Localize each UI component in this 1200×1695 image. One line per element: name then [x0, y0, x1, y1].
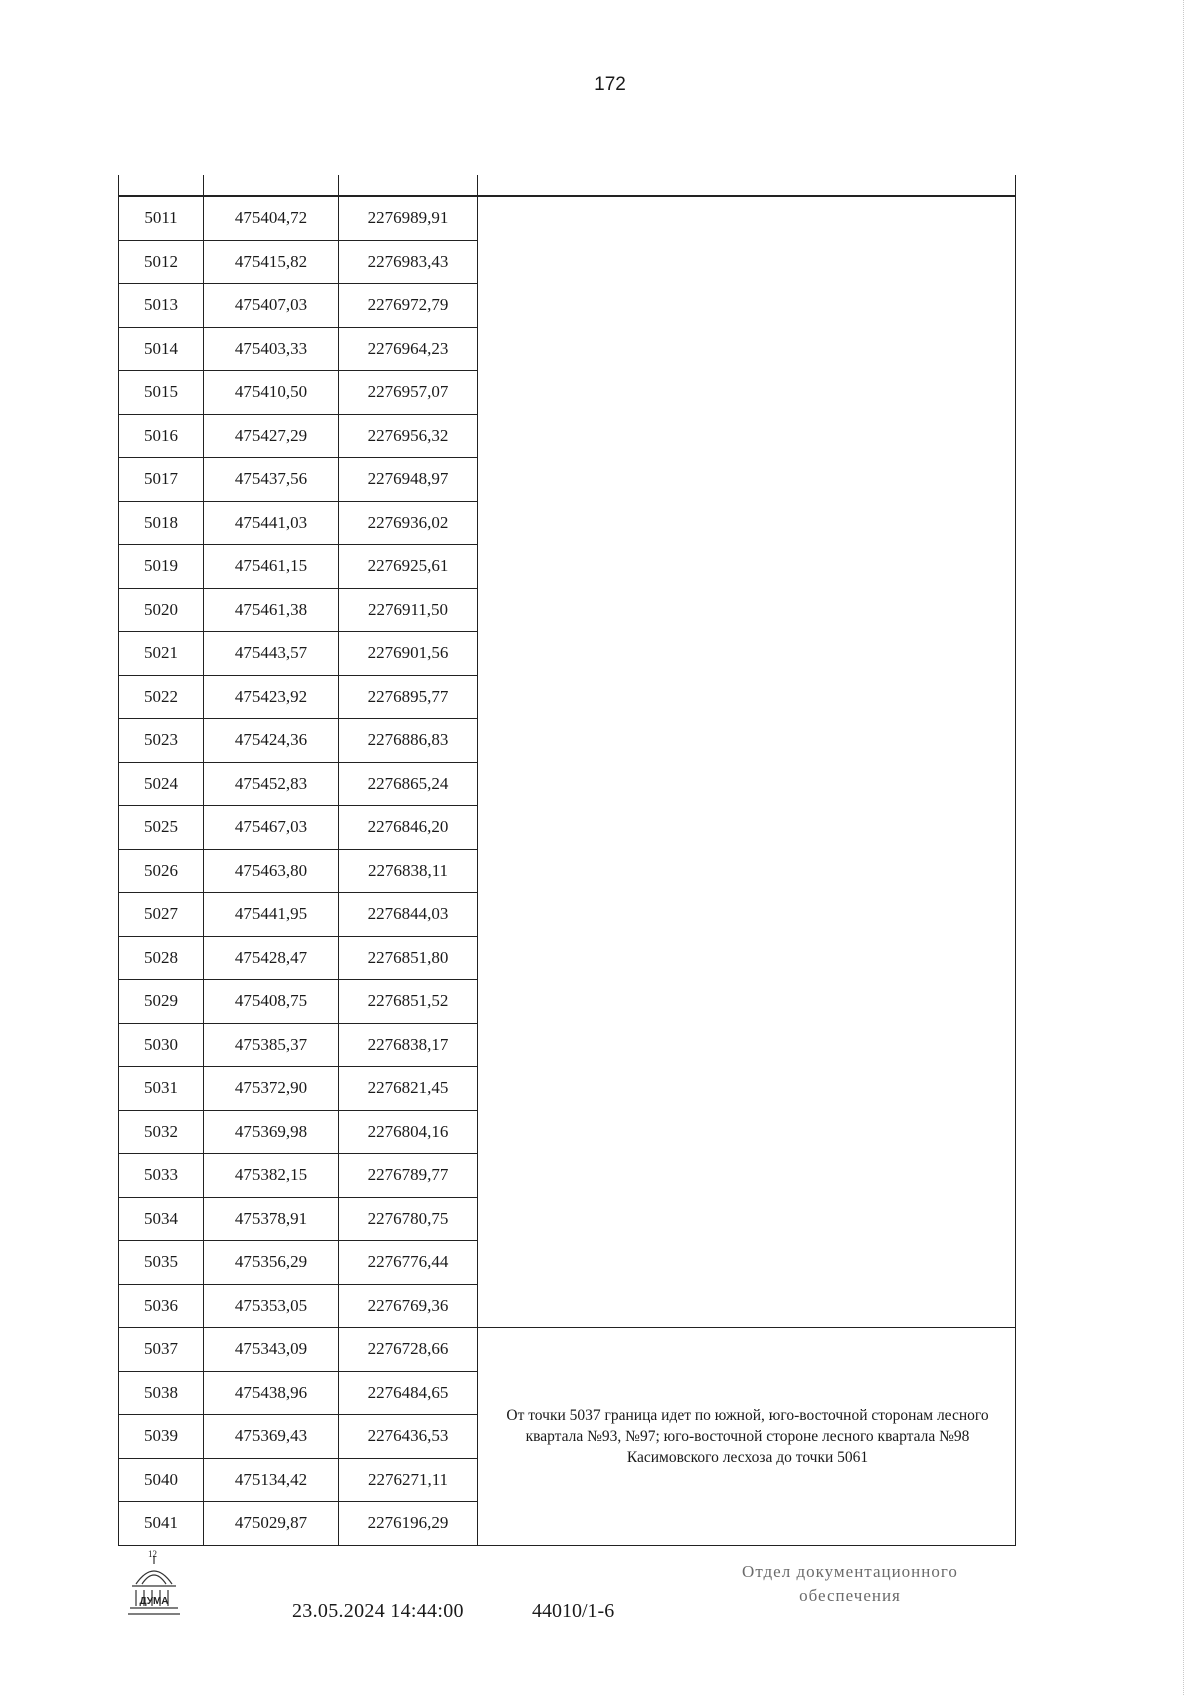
point-number-cell: 5018 [119, 501, 204, 545]
y-coordinate-cell: 2276886,83 [339, 719, 478, 763]
point-number-cell: 5023 [119, 719, 204, 763]
y-coordinate-cell: 2276956,32 [339, 414, 478, 458]
y-coordinate-cell: 2276972,79 [339, 284, 478, 328]
table-header-stub [118, 175, 1016, 196]
x-coordinate-cell: 475443,57 [204, 632, 339, 676]
table-row [119, 197, 1016, 241]
point-number-cell: 5027 [119, 893, 204, 937]
point-number-cell: 5036 [119, 1284, 204, 1328]
point-number-cell: 5041 [119, 1502, 204, 1546]
boundary-description: От точки 5037 граница идет по южной, юго-восточной сторонам лесного квартала №93, №97; юго-восточной стороне лесного квартала №98 Касимовского лесхоза до точки 5061 [478, 1328, 1016, 1546]
y-coordinate-cell: 2276983,43 [339, 240, 478, 284]
point-number-cell: 5034 [119, 1197, 204, 1241]
y-coordinate-cell: 2276821,45 [339, 1067, 478, 1111]
y-coordinate-cell: 2276957,07 [339, 371, 478, 415]
point-number-cell: 5038 [119, 1371, 204, 1415]
y-coordinate-cell: 2276911,50 [339, 588, 478, 632]
registration-timestamp: 23.05.2024 14:44:00 [292, 1600, 464, 1622]
department-stamp [700, 1560, 1000, 1608]
y-coordinate-cell: 2276936,02 [339, 501, 478, 545]
point-number-cell: 5024 [119, 762, 204, 806]
point-number-cell: 5022 [119, 675, 204, 719]
point-number-cell: 5030 [119, 1023, 204, 1067]
x-coordinate-cell: 475378,91 [204, 1197, 339, 1241]
point-number-cell: 5020 [119, 588, 204, 632]
page-number: 172 [594, 74, 626, 95]
point-number-cell: 5028 [119, 936, 204, 980]
y-coordinate-cell: 2276789,77 [339, 1154, 478, 1198]
x-coordinate-cell: 475356,29 [204, 1241, 339, 1285]
y-coordinate-cell: 2276271,11 [339, 1458, 478, 1502]
x-coordinate-cell: 475404,72 [204, 197, 339, 241]
y-coordinate-cell: 2276895,77 [339, 675, 478, 719]
x-coordinate-cell: 475385,37 [204, 1023, 339, 1067]
y-coordinate-cell: 2276728,66 [339, 1328, 478, 1372]
point-number-cell: 5026 [119, 849, 204, 893]
x-coordinate-cell: 475438,96 [204, 1371, 339, 1415]
y-coordinate-cell: 2276948,97 [339, 458, 478, 502]
point-number-cell: 5012 [119, 240, 204, 284]
description-cell-empty [478, 197, 1016, 1328]
y-coordinate-cell: 2276989,91 [339, 197, 478, 241]
coordinates-table-wrapper [118, 175, 1016, 1546]
x-coordinate-cell: 475427,29 [204, 414, 339, 458]
table-row [119, 1328, 1016, 1372]
document-code: 44010/1-6 [532, 1600, 615, 1622]
department-line-1: Отдел документационного [742, 1562, 958, 1581]
department-line-2: обеспечения [799, 1586, 901, 1605]
x-coordinate-cell: 475372,90 [204, 1067, 339, 1111]
point-number-cell: 5040 [119, 1458, 204, 1502]
y-coordinate-cell: 2276838,17 [339, 1023, 478, 1067]
x-coordinate-cell: 475369,43 [204, 1415, 339, 1459]
point-number-cell: 5035 [119, 1241, 204, 1285]
x-coordinate-cell: 475428,47 [204, 936, 339, 980]
svg-text:ДУМА: ДУМА [139, 1596, 169, 1607]
x-coordinate-cell: 475029,87 [204, 1502, 339, 1546]
x-coordinate-cell: 475467,03 [204, 806, 339, 850]
point-number-cell: 5031 [119, 1067, 204, 1111]
x-coordinate-cell: 475437,56 [204, 458, 339, 502]
x-coordinate-cell: 475452,83 [204, 762, 339, 806]
x-coordinate-cell: 475415,82 [204, 240, 339, 284]
x-coordinate-cell: 475403,33 [204, 327, 339, 371]
y-coordinate-cell: 2276196,29 [339, 1502, 478, 1546]
point-number-cell: 5016 [119, 414, 204, 458]
y-coordinate-cell: 2276838,11 [339, 849, 478, 893]
x-coordinate-cell: 475424,36 [204, 719, 339, 763]
point-number-cell: 5014 [119, 327, 204, 371]
x-coordinate-cell: 475463,80 [204, 849, 339, 893]
x-coordinate-cell: 475407,03 [204, 284, 339, 328]
x-coordinate-cell: 475382,15 [204, 1154, 339, 1198]
point-number-cell: 5032 [119, 1110, 204, 1154]
coordinates-table [118, 196, 1016, 1546]
point-number-cell: 5017 [119, 458, 204, 502]
y-coordinate-cell: 2276844,03 [339, 893, 478, 937]
y-coordinate-cell: 2276769,36 [339, 1284, 478, 1328]
scan-edge-artifact [1183, 0, 1194, 1695]
point-number-cell: 5015 [119, 371, 204, 415]
x-coordinate-cell: 475441,95 [204, 893, 339, 937]
x-coordinate-cell: 475410,50 [204, 371, 339, 415]
x-coordinate-cell: 475423,92 [204, 675, 339, 719]
logo-superscript: 12 [148, 1549, 157, 1559]
x-coordinate-cell: 475441,03 [204, 501, 339, 545]
point-number-cell: 5025 [119, 806, 204, 850]
point-number-cell: 5011 [119, 197, 204, 241]
point-number-cell: 5039 [119, 1415, 204, 1459]
y-coordinate-cell: 2276846,20 [339, 806, 478, 850]
x-coordinate-cell: 475343,09 [204, 1328, 339, 1372]
duma-logo [126, 1550, 182, 1620]
point-number-cell: 5037 [119, 1328, 204, 1372]
y-coordinate-cell: 2276865,24 [339, 762, 478, 806]
y-coordinate-cell: 2276804,16 [339, 1110, 478, 1154]
y-coordinate-cell: 2276901,56 [339, 632, 478, 676]
x-coordinate-cell: 475461,15 [204, 545, 339, 589]
point-number-cell: 5019 [119, 545, 204, 589]
x-coordinate-cell: 475353,05 [204, 1284, 339, 1328]
y-coordinate-cell: 2276484,65 [339, 1371, 478, 1415]
y-coordinate-cell: 2276851,52 [339, 980, 478, 1024]
x-coordinate-cell: 475369,98 [204, 1110, 339, 1154]
point-number-cell: 5013 [119, 284, 204, 328]
x-coordinate-cell: 475134,42 [204, 1458, 339, 1502]
y-coordinate-cell: 2276851,80 [339, 936, 478, 980]
y-coordinate-cell: 2276780,75 [339, 1197, 478, 1241]
point-number-cell: 5029 [119, 980, 204, 1024]
y-coordinate-cell: 2276964,23 [339, 327, 478, 371]
point-number-cell: 5033 [119, 1154, 204, 1198]
y-coordinate-cell: 2276436,53 [339, 1415, 478, 1459]
y-coordinate-cell: 2276776,44 [339, 1241, 478, 1285]
x-coordinate-cell: 475408,75 [204, 980, 339, 1024]
x-coordinate-cell: 475461,38 [204, 588, 339, 632]
y-coordinate-cell: 2276925,61 [339, 545, 478, 589]
point-number-cell: 5021 [119, 632, 204, 676]
